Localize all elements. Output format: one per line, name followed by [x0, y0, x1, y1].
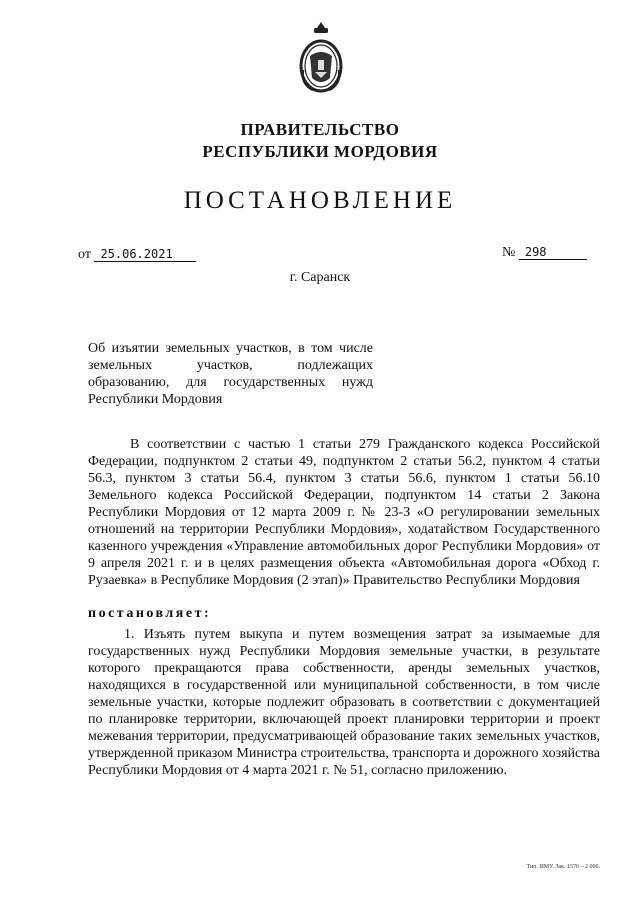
- date-line: [78, 247, 196, 263]
- print-imprint: Тип. ИМУ. Зак. 1576 – 2 000.: [526, 864, 600, 870]
- resolves-word: постановляет:: [88, 606, 212, 621]
- resolves-line: [88, 605, 600, 622]
- document-date: 25.06.2021: [94, 247, 196, 262]
- date-prefix: от: [78, 247, 91, 262]
- coat-of-arms-emblem: [299, 20, 343, 94]
- document-subject: Об изъятии земельных участков, в том числе земельных участков, подлежащих образованию, для государственных нужд Республики Мордовия: [88, 341, 373, 407]
- item-1-paragraph: 1. Изъять путем выкупа и путем возмещения затрат за изымаемые для государственных нужд Республики Мордовия земельные участки, в результате которого прекращаются права собственности, аренды земельных участков, находящихся в государственной или муниципальной собственности, в том числе земельные участки, которые подлежит образовать в соответствии с документацией по планировке территории, включающей проект планировки территории и проект межевания территории, предусматривающей образование таких земельных участков, утвержденной приказом Министра строительства, транспорта и дорожного хозяйства Республики Мордовия от 4 марта 2021 г. № 51, согласно приложению.: [88, 627, 600, 778]
- number-line: [502, 245, 587, 261]
- number-prefix: №: [502, 245, 516, 260]
- republic-title: РЕСПУБЛИКИ МОРДОВИЯ: [202, 142, 438, 161]
- document-type: ПОСТАНОВЛЕНИЕ: [183, 187, 457, 214]
- document-number: 298: [519, 245, 587, 260]
- preamble-text: В соответствии с частью 1 статьи 279 Гражданского кодекса Российской Федерации, подпунктом 2 статьи 49, подпунктом 2 статьи 56.2, пунктом 4 статьи 56.3, пунктом 3 статьи 56.4, пунктом 3 статьи 56.6, пунктом 1 статьи 56.10 Земельного кодекса Российской Федерации, подпунктом 14 статьи 2 Закона Республики Мордовия от 12 марта 2009 г. № 23-З «О регулировании земельных отношений на территории Республики Мордовия», ходатайством Государственного казенного учреждения «Управление автомобильных дорог Республики Мордовия» от 9 апреля 2021 г. и в целях размещения объекта «Автомобильная дорога «Обход г. Рузаевка» в Республике Мордовия (2 этап)» Правительство Республики Мордовия: [88, 437, 600, 588]
- government-title: ПРАВИТЕЛЬСТВО: [240, 120, 400, 139]
- preamble-paragraph: [88, 436, 600, 589]
- city: г. Саранск: [289, 270, 351, 285]
